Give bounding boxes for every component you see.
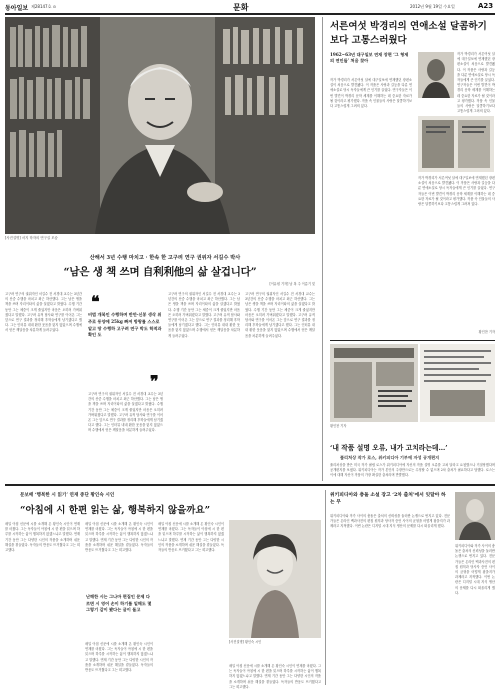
side-mid-headline: ‘내 작품 설명 오류, 내가 고치라는데…’ [330, 444, 448, 452]
main-body-col-2: 고구려 연구의 권위자인 서길수 전 서경대 교수는 3년간의 산중 수행을 마치고 최근 하산했다. 그는 남은 생을 책을 쓰며 자리이타의 삶을 살겠다고 밝혔다. 수행 기간 동안 그는 체중이 크게 줄었지만 마음은 오히려 가벼워졌다고 말했다. 고구려 유적 답사와 연구를 이어온 그는 앞으로 연구 결과를 정리해 후학들에게 남기겠다고 했다. 그는 인터뷰 내내 환한 웃음을 잃지 않았으며 수행에서 얻은 깨달음을 차분하게 들려주었다. [88, 392, 163, 433]
pull-mark-close: ❞ [150, 372, 159, 391]
bottom-body-col-1: 매일 아침 신문에 시를 소개해 온 황인숙 시인이 연재를 마쳤다. 그는 독자들이 아침에 시 한 편을 읽으며 하루를 시작하는 삶이 행복하지 않겠느냐고 말했다. 연재 기간 동안 그는 다양한 시인의 작품을 소개하며 쉬운 해설을 곁들였다. 독자들의 반응도 뜨거웠다고 그는 회고했다. [5, 522, 80, 553]
bottom-headline: “아침에 시 한편 읽는 삶, 행복하지 않을까요” [20, 505, 211, 516]
writer-portrait [455, 492, 495, 540]
side-mid-caption: 황인찬 기자 [330, 424, 347, 428]
main-body-col-3: 고구려 연구의 권위자인 서길수 전 서경대 교수는 3년간의 산중 수행을 마치고 최근 하산했다. 그는 남은 생을 책을 쓰며 자리이타의 삶을 살겠다고 밝혔다. 수행 기간 동안 그는 체중이 크게 줄었지만 마음은 오히려 가벼워졌다고 말했다. 고구려 유적 답사와 연구를 이어온 그는 앞으로 연구 결과를 정리해 후학들에게 남기겠다고 했다. 그는 인터뷰 내내 환한 웃음을 잃지 않았으며 수행에서 얻은 깨달음을 차분하게 들려주었다. [168, 292, 240, 338]
bottom-body-col-2: 매일 아침 신문에 시를 소개해 온 황인숙 시인이 연재를 마쳤다. 그는 독자들이 아침에 시 한 편을 읽으며 하루를 시작하는 삶이 행복하지 않겠느냐고 말했다. 연재 기간 동안 그는 다양한 시인의 작품을 소개하며 쉬운 해설을 곁들였다. 독자들의 반응도 뜨거웠다고 그는 회고했다. [85, 522, 153, 553]
masthead [5, 2, 495, 12]
side-mid-rule [330, 340, 495, 341]
main-body-col-4: 고구려 연구의 권위자인 서길수 전 서경대 교수는 3년간의 산중 수행을 마치고 최근 하산했다. 그는 남은 생을 책을 쓰며 자리이타의 삶을 살겠다고 밝혔다. 수행 기간 동안 그는 체중이 크게 줄었지만 마음은 오히려 가벼워졌다고 말했다. 고구려 유적 답사와 연구를 이어온 그는 앞으로 연구 결과를 정리해 후학들에게 남기겠다고 했다. 그는 인터뷰 내내 환한 웃음을 잃지 않았으며 수행에서 얻은 깨달음을 차분하게 들려주었다. [245, 292, 315, 338]
side-bottom-body-1: 위키피디아와 작가 사이의 충돌은 출처의 신뢰성을 둘러싼 논쟁으로 번지고 있다. 전문가들은 온라인 백과사전의 편집 원칙과 당사자 증언 사이의 균형을 어떻게 잡을지가 과제라고 지적했다. 이번 논란은 디지털 시대 지식 생산의 문제를 다시 떠올리게 했다. [330, 514, 450, 529]
side-mid-kicker: 플리처상 작가 로스, 위키피디아 기부에 자성 공개편지 [340, 455, 440, 460]
bottom-body-col-4: 매일 아침 신문에 시를 소개해 온 황인숙 시인이 연재를 마쳤다. 그는 독자들이 아침에 시 한 편을 읽으며 하루를 시작하는 삶이 행복하지 않겠느냐고 말했다. 연재 기간 동안 그는 다양한 시인의 작품을 소개하며 쉬운 해설을 곁들였다. 독자들의 반응도 뜨거웠다고 그는 회고했다. [158, 522, 224, 553]
poet-photo-caption: [사진설명] 황인숙 시인 [229, 640, 262, 644]
date-line: 2012년 9월 19일 수요일 [410, 4, 455, 9]
header-rule [5, 13, 495, 15]
pull-mark-open: ❝ [91, 292, 100, 311]
book-image [418, 116, 494, 172]
bottom-body-col-3: 매일 아침 신문에 시를 소개해 온 황인숙 시인이 연재를 마쳤다. 그는 독자들이 아침에 시 한 편을 읽으며 하루를 시작하는 삶이 행복하지 않겠느냐고 말했다. 연재 기간 동안 그는 다양한 시인의 작품을 소개하며 쉬운 해설을 곁들였다. 독자들의 반응도 뜨거웠다고 그는 회고했다. [85, 642, 153, 673]
side-top-byline: 황인찬 기자 [478, 330, 495, 334]
photo-caption: [사진설명] 서지 학자의 연구실 모습 [5, 236, 58, 240]
paper-name: 동아일보 [5, 5, 29, 12]
main-byline: [이유원 기자] 남 복 주 이름기 및 [269, 282, 315, 286]
poster-image [420, 344, 495, 422]
side-top-kicker: 1962~63년 대구일보 연재 장편 ‘그 형제의 연인들’ 처음 찾아 [330, 52, 409, 64]
main-kicker: 산해서 3년 수행 마치고 · 한속 한 고구려 연구 권위자 서길수 박사 [89, 255, 241, 261]
bottom-kicker: 문보배 ‘행복한 시 읽기’ 연재 중단 황인숙 시인 [20, 493, 115, 498]
bottom-rule [5, 484, 495, 486]
side-top-headline: 서른여섯 박경리의 연애소설 달콤하기보다 고통스러웠다 [330, 21, 487, 46]
poet-photo [229, 520, 321, 638]
page-number: A23 [478, 2, 494, 10]
section-name: 문화 [233, 3, 249, 12]
bottom-body-col-5: 매일 아침 신문에 시를 소개해 온 황인숙 시인이 연재를 마쳤다. 그는 독자들이 아침에 시 한 편을 읽으며 하루를 시작하는 삶이 행복하지 않겠느냐고 말했다. 연재 기간 동안 그는 다양한 시인의 작품을 소개하며 쉬운 해설을 곁들였다. 독자들의 반응도 뜨거웠다고 그는 회고했다. [229, 664, 321, 689]
side-bottom-headline: 위키피디아와 충돌 소설 장고 ‘2차 출처’에서 잇달아 하는 무 [330, 492, 446, 505]
side-top-rule [322, 17, 323, 481]
side-top-body-1: 작가 박경리가 서른여섯 살에 대구일보에 연재했던 장편소설이 처음으로 발견됐다. 이 작품은 사랑과 갈등을 다룬 연애소설로 당시 독자들에게 큰 인기를 끌었다. 연구자들은 이번 발견이 박경리 문학 세계를 이해하는 데 중요한 자료가 될 것이라고 평가했다. 작품 속 인물들의 사랑은 달콤하기보다 고통스럽게 그려져 있다. [330, 78, 413, 109]
issue-number: 제28147호 ⊙ [31, 4, 57, 9]
main-photo [5, 17, 315, 234]
bottom-divider [325, 490, 326, 685]
author-portrait [418, 52, 454, 98]
side-mid-body: 퓰리처상을 받은 미국 작가 필립 로스가 위키피디아에 자신의 작품 설명 오류를 고쳐 달라고 요청했으나 거절당했다며 공개편지를 보냈다. 위키피디아는 작가 본인의 주장만으로는 수정할 수 없으며 2차 출처가 필요하다고 답했다. 로스는 이에 대해 자신이 작품의 가장 확실한 출처라며 반발했다. [330, 463, 495, 478]
newspaper-clipping [330, 344, 418, 422]
main-body-col-1: 고구려 연구의 권위자인 서길수 전 서경대 교수는 3년간의 산중 수행을 마치고 최근 하산했다. 그는 남은 생을 책을 쓰며 자리이타의 삶을 살겠다고 밝혔다. 수행 기간 동안 그는 체중이 크게 줄었지만 마음은 오히려 가벼워졌다고 말했다. 고구려 유적 답사와 연구를 이어온 그는 앞으로 연구 결과를 정리해 후학들에게 남기겠다고 했다. 그는 인터뷰 내내 환한 웃음을 잃지 않았으며 수행에서 얻은 깨달음을 차분하게 들려주었다. [5, 292, 82, 333]
side-bottom-body-2: 위키피디아와 작가 사이의 충돌은 출처의 신뢰성을 둘러싼 논쟁으로 번지고 있다. 전문가들은 온라인 백과사전의 편집 원칙과 당사자 증언 사이의 균형을 어떻게 잡을지가 과제라고 지적했다. 이번 논란은 디지털 시대 지식 생산의 문제를 다시 떠올리게 했다. [455, 544, 495, 595]
side-top-body-2: 작가 박경리가 서른여섯 살에 대구일보에 연재했던 장편소설이 처음으로 발견됐다. 이 작품은 사랑과 갈등을 다룬 연애소설로 당시 독자들에게 큰 인기를 끌었다. 연구자들은 이번 발견이 박경리 문학 세계를 이해하는 데 중요한 자료가 될 것이라고 평가했다. 작품 속 인물들의 사랑은 달콤하기보다 고통스럽게 그려져 있다. [457, 52, 495, 114]
side-top-body-3: 작가 박경리가 서른여섯 살에 대구일보에 연재했던 장편소설이 처음으로 발견됐다. 이 작품은 사랑과 갈등을 다룬 연애소설로 당시 독자들에게 큰 인기를 끌었다. 연구자들은 이번 발견이 박경리 문학 세계를 이해하는 데 중요한 자료가 될 것이라고 평가했다. 작품 속 인물들의 사랑은 달콤하기보다 고통스럽게 그려져 있다. [418, 176, 495, 207]
bottom-pullquote: 난해한 시는 그나마 편집인 문제 다르면 시 영어 손이 하기를 일해도 몇 그렇기 같이 봤다는 글이 돌고 [86, 594, 152, 613]
main-headline: “남은 생 책 쓰며 自利利他의 삶 살겁니다” [63, 266, 257, 278]
main-pullquote: 비법 개복인 수행하며 반만·신봉 생삭 위주로 동양에 25kg 빠져 방랑를 스스로 알고 땅 수행하 고구려 연구 박도 학적과 확인 도 [88, 312, 162, 338]
